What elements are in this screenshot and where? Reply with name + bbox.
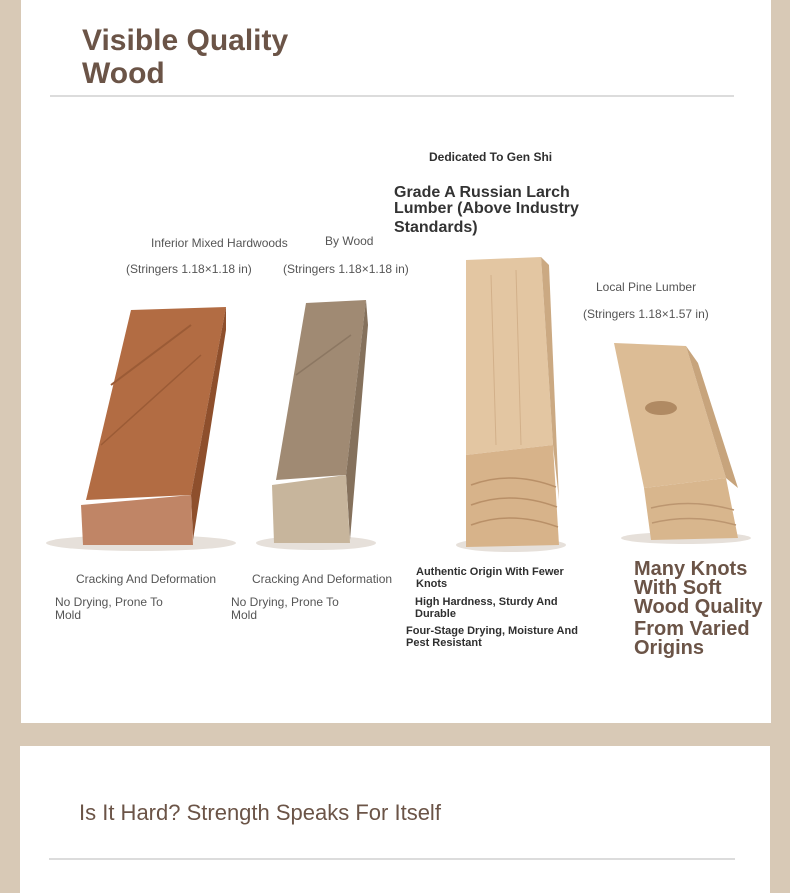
wood-piece-image-1 [41,295,261,555]
product-subtitle-3-line1: Grade A Russian Larch [394,184,570,201]
feature-label-3b [415,596,558,620]
pine-note-line2: With Soft [634,577,722,599]
pine-note-line1: Many Knots [634,558,748,580]
comparison-card [21,0,771,723]
product-subtitle-3 [394,185,579,236]
product-name-2: By Wood [325,234,374,248]
section-title [82,24,288,90]
feature-label-3a [416,566,564,590]
feature-label-3c-line1: Four-Stage Drying, Moisture And [406,625,578,637]
feature-label-3b-line2: Durable [415,608,456,620]
product-name-3: Dedicated To Gen Shi [429,150,553,164]
feature-label-3c-line2: Pest Resistant [406,637,482,649]
feature-label-3c [406,625,578,649]
product-size-2: (Stringers 1.18×1.18 in) [283,262,409,276]
feature-label-3a-line1: Authentic Origin With Fewer [416,566,564,578]
defect-label-1a: Cracking And Deformation [76,572,217,586]
defect-label-2b-line2: Mold [231,608,258,622]
product-size-1: (Stringers 1.18×1.18 in) [126,262,252,276]
defect-label-2b-line1: No Drying, Prone To [231,595,339,609]
strength-title: Is It Hard? Strength Speaks For Itself [79,800,441,825]
wood-piece-image-3 [441,255,581,555]
section-title-line1: Visible Quality [82,24,289,57]
feature-label-3b-line1: High Hardness, Sturdy And [415,596,558,608]
product-name-1: Inferior Mixed Hardwoods [151,236,288,250]
defect-label-1b [55,596,163,622]
strength-card [20,746,770,893]
defect-label-1b-line1: No Drying, Prone To [55,595,163,609]
title-divider [50,95,734,97]
wood-piece-image-4 [606,338,766,548]
defect-label-2b [231,596,339,622]
wood-piece-image-2 [246,295,386,555]
defect-label-2a: Cracking And Deformation [252,572,393,586]
section-title-line2: Wood [82,57,165,90]
product-subtitle-3-line3: Standards) [394,219,478,236]
strength-divider [49,858,735,860]
defect-label-1b-line2: Mold [55,608,82,622]
product-size-4: (Stringers 1.18×1.57 in) [583,307,709,321]
pine-note-line3: Wood Quality [634,596,763,618]
product-subtitle-3-line2: Lumber (Above Industry [394,200,579,217]
pine-note-line5: Origins [634,637,705,659]
feature-label-3a-line2: Knots [416,578,448,590]
pine-note-line4: From Varied [634,618,750,640]
product-name-4: Local Pine Lumber [596,280,697,294]
pine-note [634,560,763,658]
